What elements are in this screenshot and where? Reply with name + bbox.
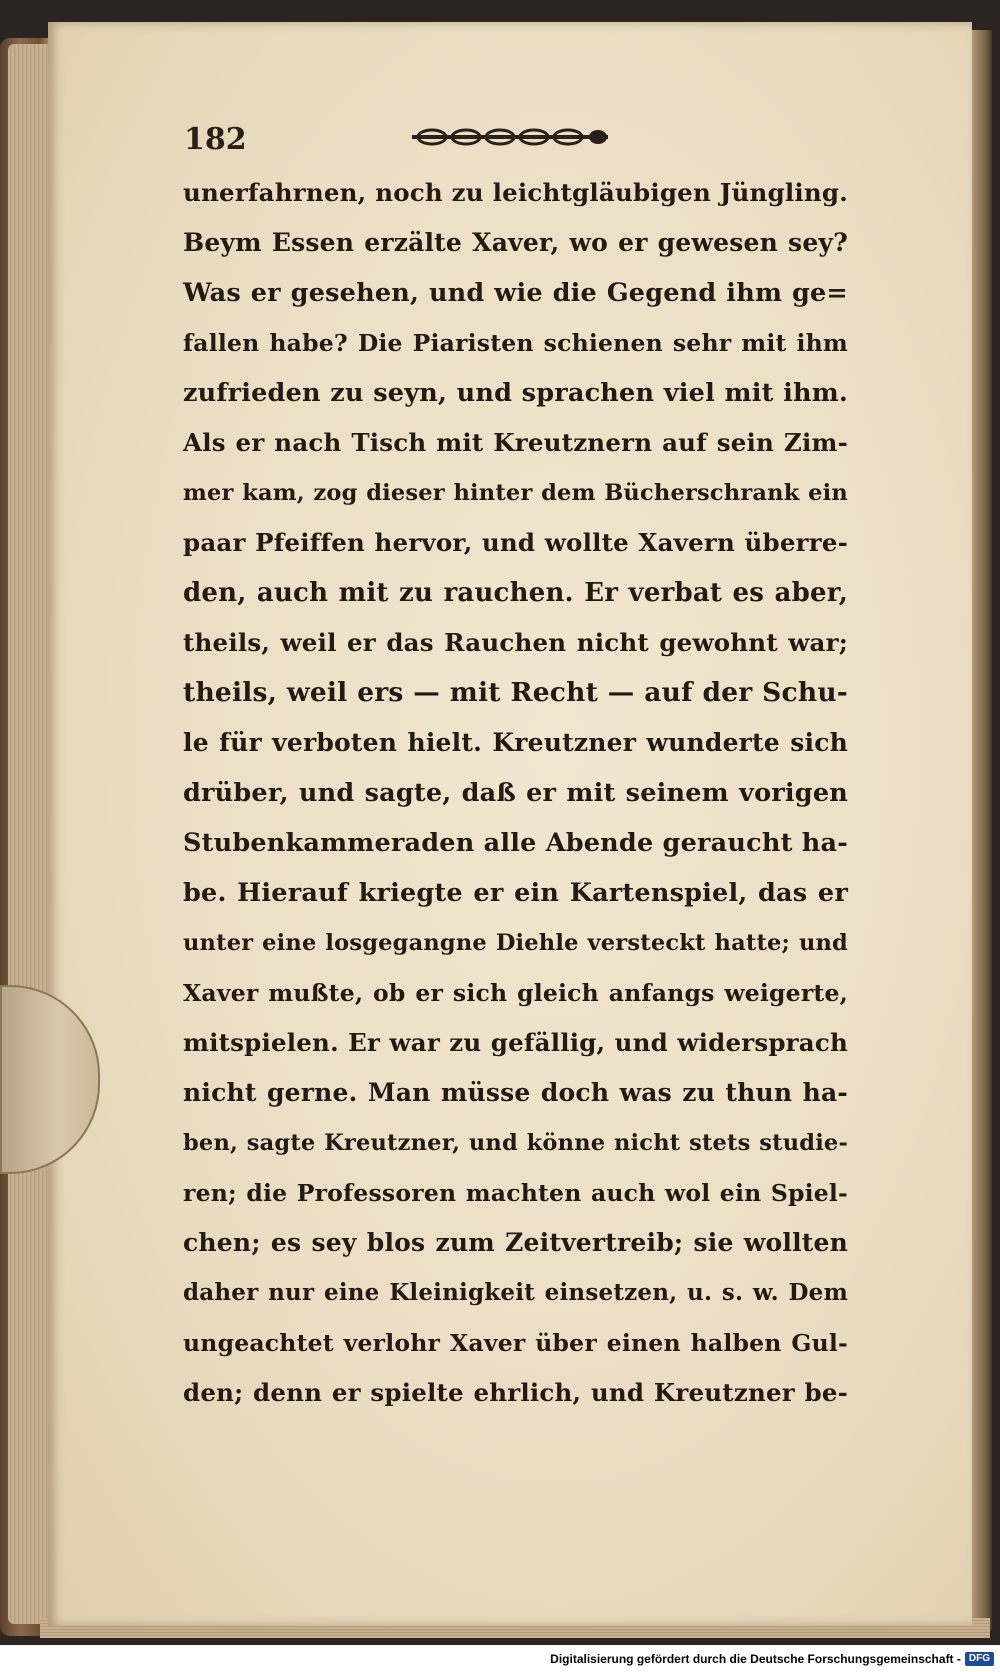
text-line: Beym Essen erzälte Xaver, wo er gewesen sey? <box>183 228 848 257</box>
text-line: theils, weil ers — mit Recht — auf der Schu- <box>183 677 848 708</box>
text-line: ungeachtet verlohr Xaver über einen halben Gul- <box>183 1329 848 1357</box>
credit-text: Digitalisierung gefördert durch die Deutsche Forschungsgemeinschaft - <box>550 1652 961 1666</box>
text-line: be. Hierauf kriegte er ein Kartenspiel, das er <box>183 878 848 908</box>
text-line: unter eine losgegangne Diehle versteckt hatte; und <box>183 930 848 956</box>
page-edges-right <box>970 30 992 1630</box>
text-line: unerfahrnen, noch zu leichtgläubigen Jüngling. <box>183 178 848 207</box>
text-line: fallen habe? Die Piaristen schienen sehr mit ihm <box>183 329 848 357</box>
dfg-logo: DFG <box>965 1652 994 1666</box>
text-line: le für verboten hielt. Kreutzner wunderte sich <box>183 728 848 757</box>
text-line: mer kam, zog dieser hinter dem Bücherschrank ein <box>183 480 848 506</box>
text-line: ben, sagte Kreutzner, und könne nicht stets studie- <box>183 1130 848 1156</box>
text-line: daher nur eine Kleinigkeit einsetzen, u. s. w. Dem <box>183 1279 848 1306</box>
text-line: den; denn er spielte ehrlich, und Kreutzner be- <box>183 1378 848 1407</box>
text-line: zufrieden zu seyn, und sprachen viel mit ihm. <box>183 378 848 408</box>
text-line: Xaver mußte, ob er sich gleich anfangs weigerte, <box>183 979 848 1007</box>
text-line: ren; die Professoren machten auch wol ein Spiel- <box>183 1179 848 1207</box>
text-line: Stubenkammeraden alle Abende geraucht ha- <box>183 828 848 858</box>
header-ornament <box>410 126 610 148</box>
text-line: chen; es sey blos zum Zeitvertreib; sie wollten <box>183 1228 848 1257</box>
text-line: nicht gerne. Man müsse doch was zu thun ha- <box>183 1078 848 1107</box>
text-line: mitspielen. Er war zu gefällig, und widersprach <box>183 1028 848 1057</box>
body-text <box>183 168 848 1418</box>
digitization-credit <box>550 1652 994 1666</box>
text-line: Als er nach Tisch mit Kreutznern auf sein Zim- <box>183 428 848 457</box>
text-line: paar Pfeiffen hervor, und wollte Xavern überre- <box>183 528 848 557</box>
page-number: 182 <box>184 122 247 157</box>
text-line: Was er gesehen, und wie die Gegend ihm ge= <box>183 278 848 308</box>
text-line: drüber, und sagte, daß er mit seinem vorigen <box>183 778 848 808</box>
text-line: theils, weil er das Rauchen nicht gewohnt war; <box>183 628 848 657</box>
text-line: den, auch mit zu rauchen. Er verbat es aber, <box>183 578 848 608</box>
